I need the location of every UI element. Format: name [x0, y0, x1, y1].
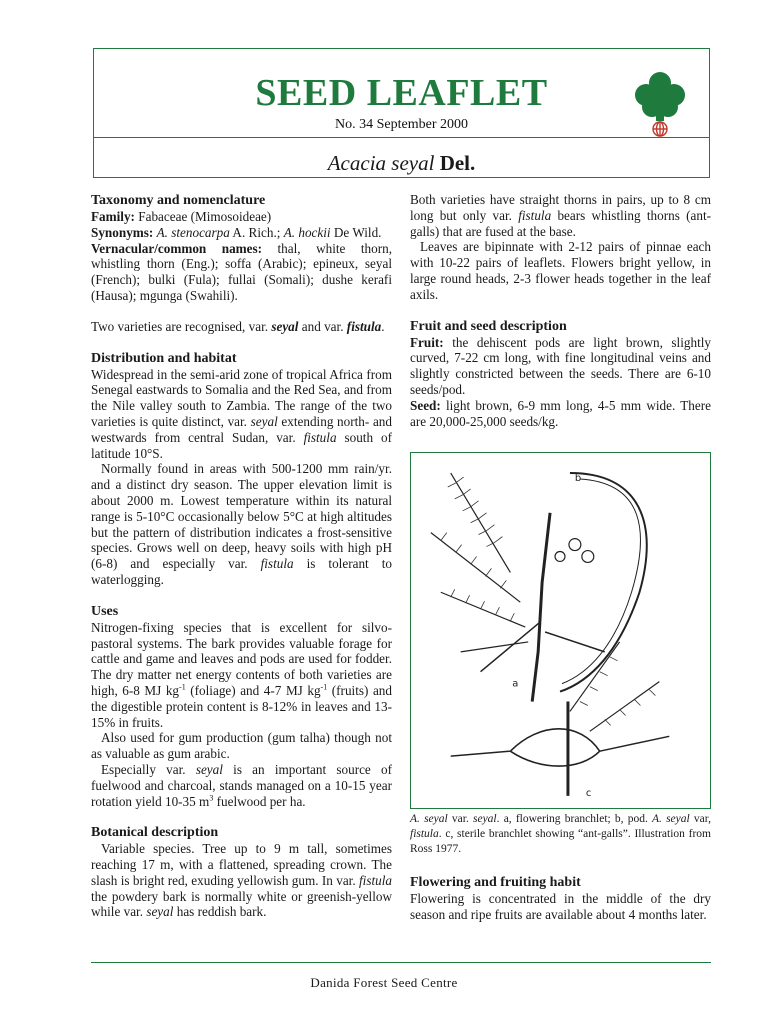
vernacular-label: Vernacular/common names:	[91, 240, 263, 256]
distribution-paragraph-1	[91, 367, 392, 462]
thorns-paragraph	[410, 192, 711, 239]
varieties-text-d: fistula	[346, 318, 382, 334]
botanical-heading: Botanical description	[91, 825, 219, 841]
flowering-heading: Flowering and fruiting habit	[410, 875, 581, 890]
dist2-text-c: is tolerant to waterlogging.	[91, 556, 392, 587]
family-text: Fabaceae (Mimosoideae)	[134, 209, 272, 224]
uses-sup-2: -1	[320, 682, 328, 692]
fig-label-c: c	[585, 787, 592, 799]
flowering-section	[410, 874, 711, 923]
header-divider	[94, 137, 709, 138]
vernacular-line	[91, 241, 392, 304]
thorns-text-c: bears whistling thorns (ant-galls) that are fused at the base.	[410, 207, 712, 239]
dist-text-c: extending north- and westwards from central Sudan, var.	[91, 413, 392, 445]
seed-label: Seed:	[410, 397, 441, 413]
dist-text-e: south of latitude 10°S.	[91, 429, 392, 461]
footer-rule	[91, 962, 711, 963]
dist-text-d: fistula	[303, 429, 337, 445]
uses-sup-1: -1	[179, 682, 186, 692]
species-name: Acacia seyal	[327, 151, 435, 175]
footer-text: Danida Forest Seed Centre	[310, 975, 458, 990]
uses-paragraph-1	[91, 620, 392, 731]
varieties-text-c: and var.	[298, 318, 347, 334]
uses-text-b: (foliage) and 4-7 MJ kg	[185, 682, 321, 698]
botanical-illustration	[410, 452, 711, 809]
uses-paragraph-2: Also used for gum production (gum talha) though not as valuable as gum arabic.	[91, 730, 392, 762]
fruit-text: the dehiscent pods are light brown, slightly curved, 7-22 cm long, with fine longitudinal veins and slightly constricted between the seeds. There are 6-10 seeds/pod.	[410, 334, 711, 397]
caption-h: . c, sterile branchlet showing “ant-galls”. Illustration from Ross 1977.	[410, 828, 711, 855]
thorns-text-b: fistula	[518, 207, 552, 223]
seed-text: light brown, 6-9 mm long, 4-5 mm wide. There are 20,000-25,000 seeds/kg.	[410, 397, 711, 429]
species-title	[94, 151, 709, 176]
issue-info: No. 34 September 2000	[335, 117, 468, 132]
caption-f: var,	[689, 813, 711, 825]
fig-label-b: b	[574, 473, 582, 484]
leaves-paragraph: Leaves are bipinnate with 2-12 pairs of pinnae each with 10-22 pairs of leaflets. Flowers bright yellow, in large round heads, 2-3 flower heads together in the leaf axils.	[410, 239, 711, 302]
synonym-b: A. Rich.;	[229, 224, 284, 240]
synonyms-line	[91, 225, 392, 241]
dist-text-a: Widespread in the semi-arid zone of tropical Africa from Senegal eastwards to Somalia and the Red Sea, and from the Nile valley south to Zambia. The range of the two varieties is quite distinct, var.	[91, 366, 392, 429]
uses-text-c: (fruits) and the digestible protein content is 8-12% in leaves and 13-15% in fruits.	[91, 682, 392, 730]
distribution-paragraph-2	[91, 461, 392, 587]
synonym-c: A. hockii	[283, 224, 331, 240]
bot-text-c: the powdery bark is normally white or greenish-yellow while var.	[91, 888, 392, 920]
uses-text-a: Nitrogen-fixing species that is excellent for silvo-pastoral systems. The bark provides valuable forage for cattle and game and leaves and pods are used for fodder. The dry matter net energy contents of both varieties are high, 6-8 MJ kg	[91, 619, 392, 698]
distribution-heading: Distribution and habitat	[91, 350, 237, 366]
caption-g: fistula	[410, 828, 439, 840]
bot-text-a: Variable species. Tree up to 9 m tall, sometimes reaching 17 m, with a flattened, spreading crown. The slash is bright red, exuding yellowish gum. In var.	[91, 841, 392, 888]
varieties-paragraph	[91, 319, 392, 335]
botanical-paragraph	[91, 841, 392, 920]
bot-text-d: seyal	[146, 904, 174, 920]
synonyms-label: Synonyms:	[91, 224, 154, 240]
left-column	[91, 192, 392, 920]
synonym-d: De Wild.	[330, 224, 382, 240]
uses3-text-b: seyal	[195, 761, 223, 777]
uses-paragraph-3	[91, 762, 392, 809]
dist2-text-a: Normally found in areas with 500-1200 mm rain/yr. and a distinct dry season. The upper elevation limit is about 2000 m. Lowest temperature within its natural range is 5-10°C occasionally below 5°C at high altitudes but the pattern of distribution indicates a frost-sensitive species. Grows well on deep, heavy soils with high pH (6-8) and especially var.	[91, 461, 392, 572]
figure-caption	[410, 812, 711, 857]
thorns-text-a: Both varieties have straight thorns in pairs, up to 8 cm long but only var.	[410, 192, 711, 223]
flowering-paragraph: Flowering is concentrated in the middle of the dry season and ripe fruits are available about 4 months later.	[410, 891, 711, 922]
dist2-text-b: fistula	[260, 556, 294, 572]
uses3-sup: 3	[209, 793, 214, 803]
taxonomy-heading: Taxonomy and nomenclature	[91, 193, 266, 208]
caption-b: var.	[447, 813, 473, 825]
bot-text-e: has reddish bark.	[173, 904, 267, 920]
family-line	[91, 209, 392, 225]
acacia-drawing	[411, 453, 710, 808]
right-column	[410, 192, 711, 429]
bot-text-b: fistula	[359, 872, 392, 888]
vernacular-text: thal, white thorn, whistling thorn (Eng.); soffa (Arabic); epineux, seyal (French); bulki (Fula); fullai (Somali); dushe kerafi (Hausa); mgunga (Swahili).	[91, 240, 392, 303]
dist-text-b: seyal	[250, 413, 278, 429]
uses3-text-a: Especially var.	[101, 761, 196, 777]
varieties-text-e: .	[381, 318, 385, 334]
header-box	[93, 48, 710, 178]
fig-label-a: a	[512, 678, 519, 690]
leaflet-title: SEED LEAFLET	[255, 72, 548, 114]
fruit-heading: Fruit and seed description	[410, 318, 567, 334]
fruit-paragraph	[410, 335, 711, 398]
synonym-a: A. stenocarpa	[156, 224, 230, 240]
tree-logo-icon	[632, 69, 688, 139]
species-author: Del.	[439, 151, 476, 175]
caption-d: . a, flowering branchlet; b, pod.	[496, 813, 652, 825]
fruit-label: Fruit:	[410, 334, 444, 350]
family-label: Family:	[91, 209, 135, 224]
caption-e: A. seyal	[652, 813, 690, 825]
uses-heading: Uses	[91, 603, 119, 619]
caption-a: A. seyal	[410, 813, 448, 825]
uses3-text-d: fuelwood per ha.	[213, 793, 306, 809]
seed-paragraph	[410, 398, 711, 430]
caption-c: seyal	[473, 813, 497, 825]
varieties-text-a: Two varieties are recognised, var.	[91, 318, 272, 334]
varieties-text-b: seyal	[271, 318, 299, 334]
uses3-text-c: is an important source of fuelwood and charcoal, stands managed on a 10-15 year rotation yield 10-35 m	[91, 761, 393, 809]
